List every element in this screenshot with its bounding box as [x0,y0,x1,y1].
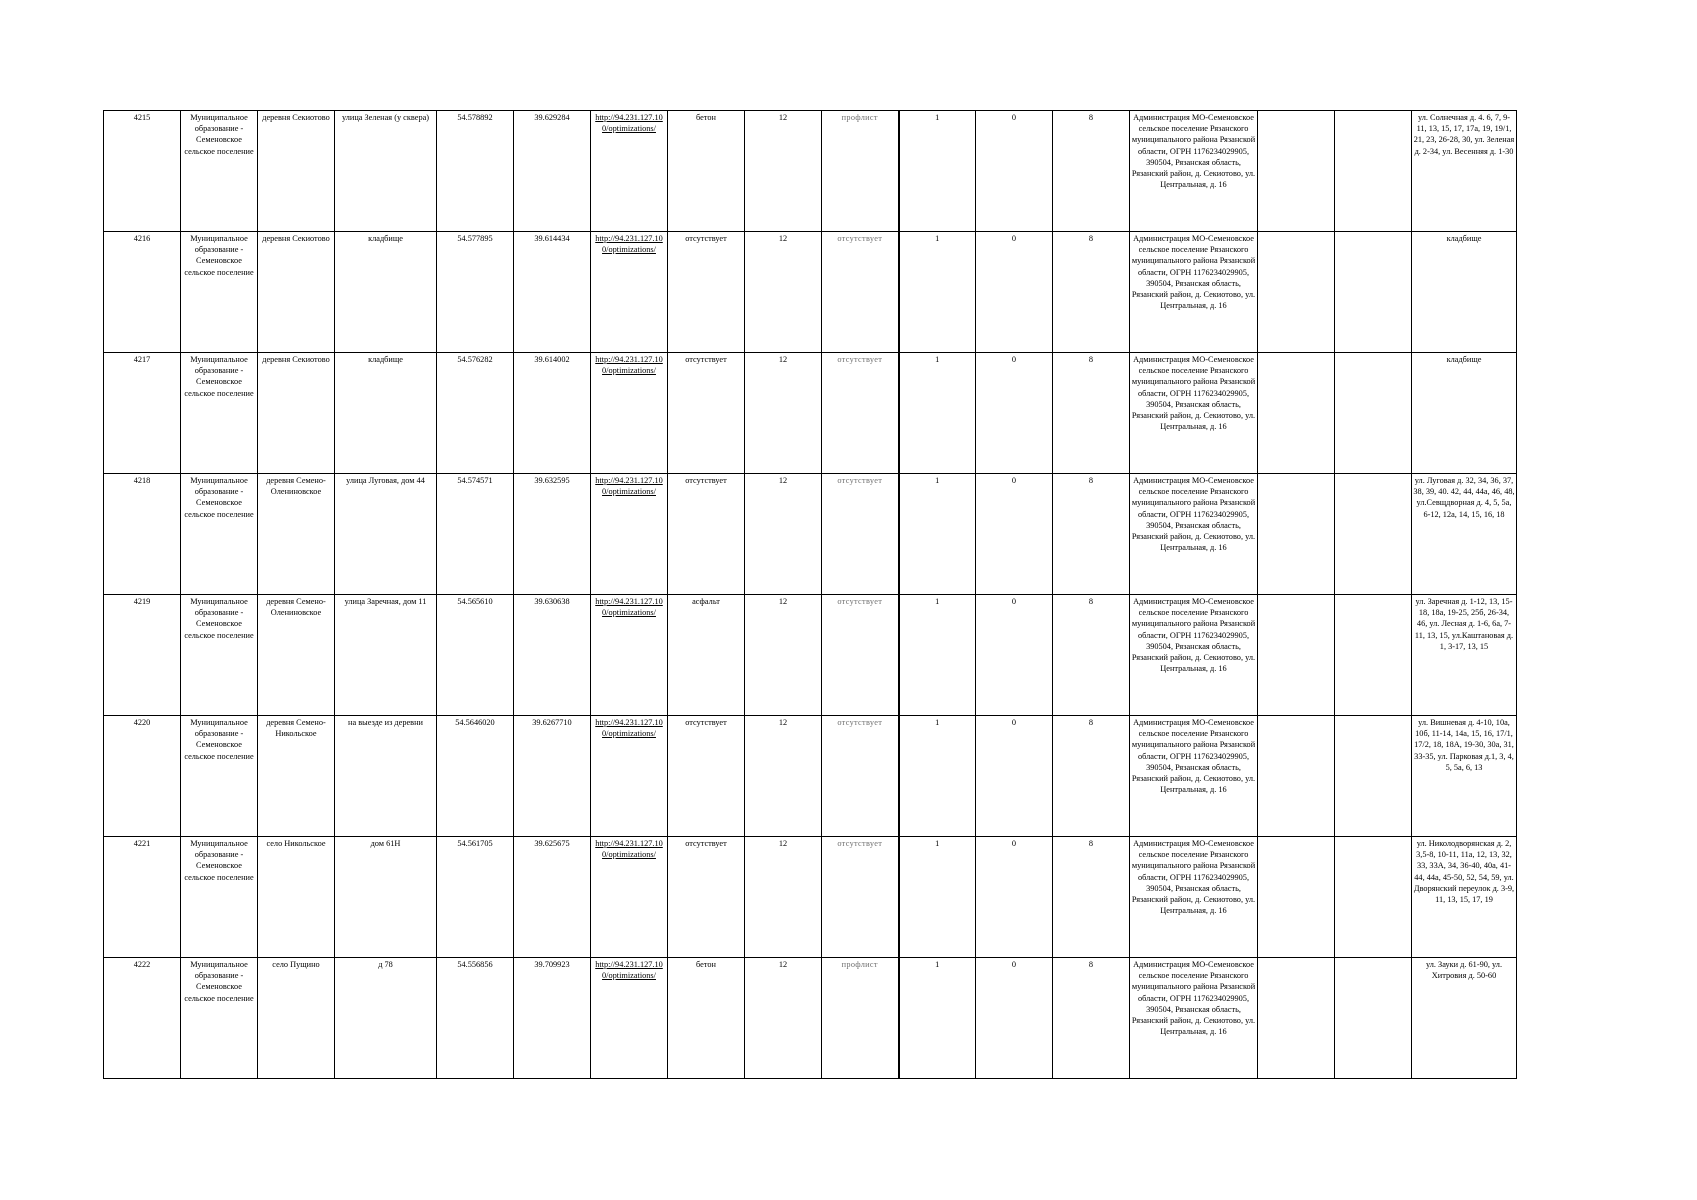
volume-cell: 8 [1053,232,1130,353]
containers-count-cell: 1 [899,474,976,595]
settlement-cell: деревня Секиотово [258,232,335,353]
table-row [104,716,1517,837]
fence-cell: отсутствует [822,353,899,474]
latitude-cell: 54.574571 [437,474,514,595]
empty-cell [1258,958,1335,1079]
longitude-cell: 39.630638 [514,595,591,716]
empty-cell [1258,232,1335,353]
settlement-cell: деревня Семено-Олениновское [258,595,335,716]
volume-cell: 8 [1053,474,1130,595]
municipality-cell: Муниципальное образование - Семеновское сельское поселение [181,958,258,1079]
latitude-cell: 54.5646020 [437,716,514,837]
waste-sources-cell: ул. Вишневая д. 4-10, 10а, 10б, 11-14, 14а, 15, 16, 17/1, 17/2, 18, 18А, 19-30, 30а, 31, 33-35, ул. Парковая д.1, 3, 4, 5, 5а, 6, 13 [1412,716,1517,837]
map-link[interactable]: http://94.231.127.10 0/optimizations/ [595,355,663,376]
volume-cell: 8 [1053,837,1130,958]
containers-count-cell: 1 [899,837,976,958]
owner-cell: Администрация МО-Семеновское сельское поселение Рязанского муниципального района Рязанской области, ОГРН 1176234029905, 390504, Рязанская область, Рязанский район, д. Секиотово, ул. Центральная, д. 16 [1130,353,1258,474]
empty-cell [1258,595,1335,716]
empty-cell [1335,111,1412,232]
planned-count-cell: 0 [976,958,1053,1079]
area-cell: 12 [745,837,822,958]
municipality-cell: Муниципальное образование - Семеновское сельское поселение [181,232,258,353]
owner-cell: Администрация МО-Семеновское сельское поселение Рязанского муниципального района Рязанской области, ОГРН 1176234029905, 390504, Рязанская область, Рязанский район, д. Секиотово, ул. Центральная, д. 16 [1130,716,1258,837]
map-link[interactable]: http://94.231.127.10 0/optimizations/ [595,960,663,981]
latitude-cell: 54.576282 [437,353,514,474]
settlement-cell: село Никольское [258,837,335,958]
empty-cell [1258,837,1335,958]
longitude-cell: 39.629284 [514,111,591,232]
table-row [104,111,1517,232]
latitude-cell: 54.565610 [437,595,514,716]
table-row [104,232,1517,353]
municipality-cell: Муниципальное образование - Семеновское сельское поселение [181,837,258,958]
surface-cell: отсутствует [668,232,745,353]
map-link[interactable]: http://94.231.127.10 0/optimizations/ [595,597,663,618]
fence-cell: отсутствует [822,232,899,353]
area-cell: 12 [745,111,822,232]
fence-cell: профлист [822,111,899,232]
empty-cell [1335,232,1412,353]
volume-cell: 8 [1053,353,1130,474]
map-link-cell [591,958,668,1079]
row-number-cell: 4216 [104,232,181,353]
surface-cell: бетон [668,111,745,232]
empty-cell [1258,353,1335,474]
containers-count-cell: 1 [899,353,976,474]
address-cell: дом 61Н [335,837,437,958]
address-cell: улица Зеленая (у сквера) [335,111,437,232]
map-link-cell [591,111,668,232]
map-link[interactable]: http://94.231.127.10 0/optimizations/ [595,718,663,739]
containers-count-cell: 1 [899,595,976,716]
row-number-cell: 4217 [104,353,181,474]
area-cell: 12 [745,232,822,353]
map-link[interactable]: http://94.231.127.10 0/optimizations/ [595,839,663,860]
address-cell: кладбище [335,232,437,353]
planned-count-cell: 0 [976,353,1053,474]
fence-cell: отсутствует [822,837,899,958]
longitude-cell: 39.625675 [514,837,591,958]
map-link-cell [591,595,668,716]
address-cell: улица Луговая, дом 44 [335,474,437,595]
surface-cell: отсутствует [668,716,745,837]
register-table [103,110,1517,1079]
waste-sources-cell: ул. Солнечная д. 4. 6, 7, 9-11, 13, 15, 17, 17а, 19, 19/1, 21, 23, 26-28, 30, ул. Зеленая д. 2-34, ул. Весенняя д. 1-30 [1412,111,1517,232]
latitude-cell: 54.577895 [437,232,514,353]
empty-cell [1335,716,1412,837]
row-number-cell: 4222 [104,958,181,1079]
waste-sources-cell: кладбище [1412,353,1517,474]
table-row [104,837,1517,958]
containers-count-cell: 1 [899,111,976,232]
longitude-cell: 39.6267710 [514,716,591,837]
empty-cell [1335,595,1412,716]
municipality-cell: Муниципальное образование - Семеновское сельское поселение [181,474,258,595]
empty-cell [1258,716,1335,837]
row-number-cell: 4215 [104,111,181,232]
row-number-cell: 4220 [104,716,181,837]
planned-count-cell: 0 [976,111,1053,232]
table-row [104,595,1517,716]
containers-count-cell: 1 [899,232,976,353]
address-cell: улица Заречная, дом 11 [335,595,437,716]
settlement-cell: деревня Секиотово [258,353,335,474]
waste-sources-cell: кладбище [1412,232,1517,353]
planned-count-cell: 0 [976,716,1053,837]
empty-cell [1335,837,1412,958]
surface-cell: отсутствует [668,353,745,474]
planned-count-cell: 0 [976,474,1053,595]
map-link-cell [591,716,668,837]
owner-cell: Администрация МО-Семеновское сельское поселение Рязанского муниципального района Рязанской области, ОГРН 1176234029905, 390504, Рязанская область, Рязанский район, д. Секиотово, ул. Центральная, д. 16 [1130,111,1258,232]
table-row [104,353,1517,474]
municipality-cell: Муниципальное образование - Семеновское сельское поселение [181,111,258,232]
latitude-cell: 54.556856 [437,958,514,1079]
longitude-cell: 39.709923 [514,958,591,1079]
municipality-cell: Муниципальное образование - Семеновское сельское поселение [181,716,258,837]
map-link-cell [591,232,668,353]
longitude-cell: 39.614434 [514,232,591,353]
owner-cell: Администрация МО-Семеновское сельское поселение Рязанского муниципального района Рязанской области, ОГРН 1176234029905, 390504, Рязанская область, Рязанский район, д. Секиотово, ул. Центральная, д. 16 [1130,474,1258,595]
map-link-cell [591,474,668,595]
surface-cell: отсутствует [668,474,745,595]
row-number-cell: 4219 [104,595,181,716]
waste-sources-cell: ул. Зауки д. 61-90, ул. Хитровия д. 50-60 [1412,958,1517,1079]
row-number-cell: 4221 [104,837,181,958]
fence-cell: отсутствует [822,716,899,837]
planned-count-cell: 0 [976,837,1053,958]
empty-cell [1335,474,1412,595]
latitude-cell: 54.578892 [437,111,514,232]
map-link[interactable]: http://94.231.127.10 0/optimizations/ [595,476,663,497]
containers-count-cell: 1 [899,716,976,837]
owner-cell: Администрация МО-Семеновское сельское поселение Рязанского муниципального района Рязанской области, ОГРН 1176234029905, 390504, Рязанская область, Рязанский район, д. Секиотово, ул. Центральная, д. 16 [1130,958,1258,1079]
volume-cell: 8 [1053,595,1130,716]
owner-cell: Администрация МО-Семеновское сельское поселение Рязанского муниципального района Рязанской области, ОГРН 1176234029905, 390504, Рязанская область, Рязанский район, д. Секиотово, ул. Центральная, д. 16 [1130,232,1258,353]
row-number-cell: 4218 [104,474,181,595]
latitude-cell: 54.561705 [437,837,514,958]
area-cell: 12 [745,474,822,595]
containers-count-cell: 1 [899,958,976,1079]
settlement-cell: деревня Семено-Никольское [258,716,335,837]
volume-cell: 8 [1053,958,1130,1079]
empty-cell [1335,353,1412,474]
municipality-cell: Муниципальное образование - Семеновское сельское поселение [181,353,258,474]
volume-cell: 8 [1053,716,1130,837]
table-row [104,958,1517,1079]
area-cell: 12 [745,353,822,474]
owner-cell: Администрация МО-Семеновское сельское поселение Рязанского муниципального района Рязанской области, ОГРН 1176234029905, 390504, Рязанская область, Рязанский район, д. Секиотово, ул. Центральная, д. 16 [1130,595,1258,716]
municipality-cell: Муниципальное образование - Семеновское сельское поселение [181,595,258,716]
area-cell: 12 [745,595,822,716]
empty-cell [1258,111,1335,232]
volume-cell: 8 [1053,111,1130,232]
waste-sources-cell: ул. Луговая д. 32, 34, 36, 37, 38, 39, 40. 42, 44, 44а, 46, 48, ул.Севщдворная д. 4, 5, 5а, 6-12, 12а, 14, 15, 16, 18 [1412,474,1517,595]
empty-cell [1258,474,1335,595]
area-cell: 12 [745,958,822,1079]
longitude-cell: 39.632595 [514,474,591,595]
fence-cell: отсутствует [822,595,899,716]
waste-sources-cell: ул. Заречная д. 1-12, 13, 15-18, 18а, 19-25, 25б, 26-34, 46, ул. Лесная д. 1-6, 6а, 7-11, 13, 15, ул.Каштановая д. 1, 3-17, 13, 15 [1412,595,1517,716]
owner-cell: Администрация МО-Семеновское сельское поселение Рязанского муниципального района Рязанской области, ОГРН 1176234029905, 390504, Рязанская область, Рязанский район, д. Секиотово, ул. Центральная, д. 16 [1130,837,1258,958]
map-link[interactable]: http://94.231.127.10 0/optimizations/ [595,234,663,255]
settlement-cell: село Пущино [258,958,335,1079]
surface-cell: бетон [668,958,745,1079]
map-link[interactable]: http://94.231.127.10 0/optimizations/ [595,113,663,134]
settlement-cell: деревня Секиотово [258,111,335,232]
table-row [104,474,1517,595]
address-cell: д 78 [335,958,437,1079]
map-link-cell [591,837,668,958]
area-cell: 12 [745,716,822,837]
address-cell: на выезде из деревни [335,716,437,837]
surface-cell: отсутствует [668,837,745,958]
planned-count-cell: 0 [976,232,1053,353]
planned-count-cell: 0 [976,595,1053,716]
fence-cell: профлист [822,958,899,1079]
surface-cell: асфальт [668,595,745,716]
address-cell: кладбище [335,353,437,474]
map-link-cell [591,353,668,474]
settlement-cell: деревня Семено-Олениновское [258,474,335,595]
empty-cell [1335,958,1412,1079]
waste-sources-cell: ул. Николодворянская д. 2, 3,5-8, 10-11, 11а, 12, 13, 32, 33, 33А, 34, 36-40, 40а, 41-44, 44а, 45-50, 52, 54, 59, ул. Дворянский переулок д. 3-9, 11, 13, 15, 17, 19 [1412,837,1517,958]
fence-cell: отсутствует [822,474,899,595]
longitude-cell: 39.614002 [514,353,591,474]
